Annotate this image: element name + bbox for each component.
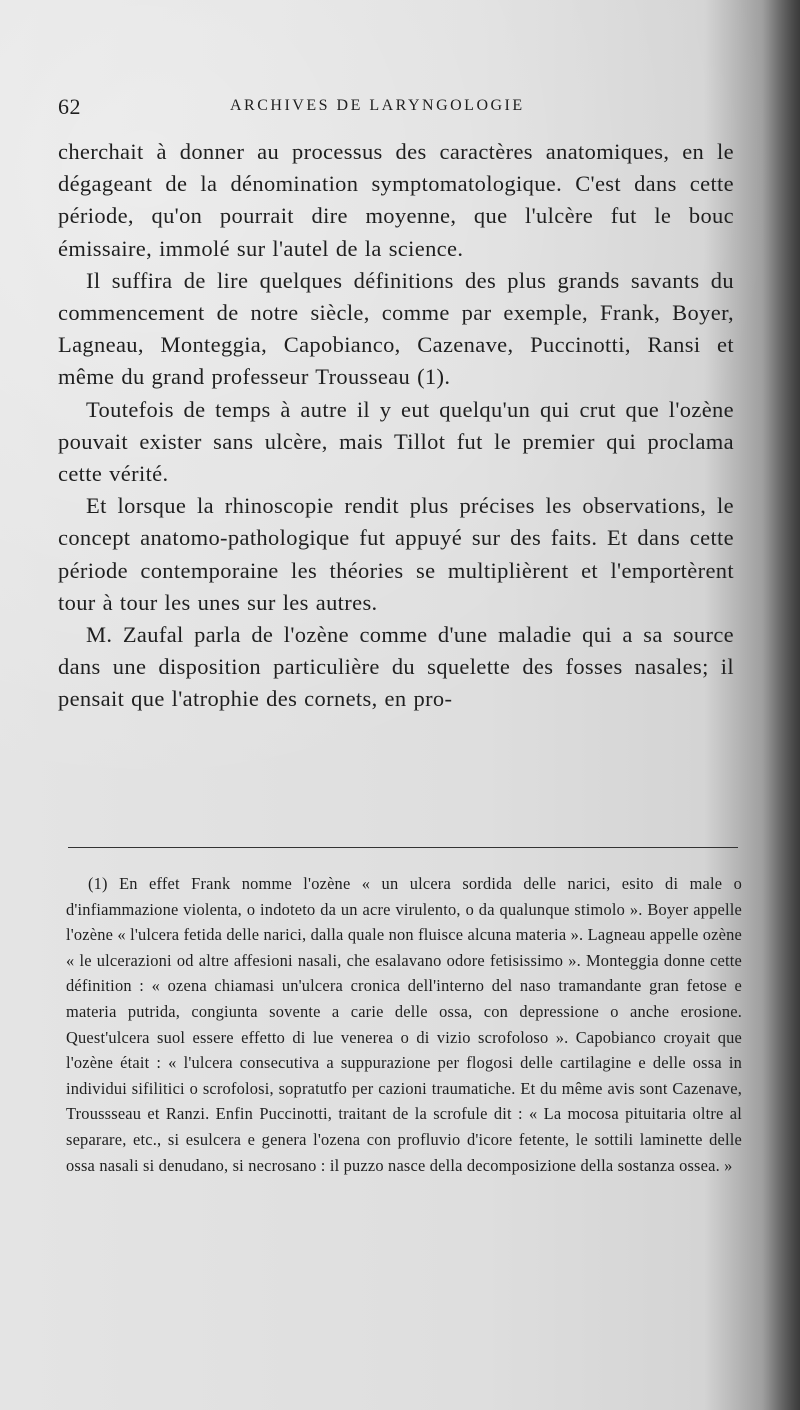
paragraph: Il suffira de lire quelques définitions des plus grands savants du commencement de notre siècle, comme par exemple, Frank, Boyer, Lagneau, Monteggia, Capobianco, Cazenave, Puccinotti, Ransi et même du grand professeur Trousseau (1).	[58, 267, 734, 390]
paragraph: cherchait à donner au processus des caractères anatomiques, en le dégageant de la dénomination symptomatologique. C'est dans cette période, qu'on pourrait dire moyenne, que l'ulcère fut le bouc émissaire, immolé sur l'autel de la science.	[58, 139, 734, 261]
footnote	[66, 871, 742, 1178]
paragraph: M. Zaufal parla de l'ozène comme d'une maladie qui a sa source dans une disposition particulière du squelette des fosses nasales; il pensait que l'atrophie des cornets, en pro-	[58, 622, 734, 712]
footnote-text: (1) En effet Frank nomme l'ozène « un ulcera sordida delle narici, esito di male o d'infiammazione violenta, o indoteto da un acre virulento, o da qualunque stimolo ». Boyer appelle l'ozène « l'ulcera fetida delle narici, dalla quale non fluisce alcuna materia ». Lagneau appelle ozène « le ulcerazioni od altre affesioni nasali, che esalavano odore fetisissimo ». Monteggia donne cette définition : « ozena chiamasi un'ulcera cronica dell'interno del naso tramandante gran fetose e materia putrida, congiunta sovente a carie delle ossa, con depressione o anche erosione. Quest'ulcera suol essere effetto di lue venerea o di vizio scrofoloso ». Capobianco croyait que l'ozène était : « l'ulcera consecutiva a suppurazione per flogosi delle cartilagine e delle ossa in individui sifilitici o scrofolosi, sopratutfo per cazioni traumatiche. Et du même avis sont Cazenave, Troussseau et Ranzi. Enfin Puccinotti, traitant de la scrofule dit : « La mocosa pituitaria oltre al separare, etc., si esulcera e genera l'ozena con profluvio d'icore fetente, le sottili laminette delle ossa nasali si denudano, si necrosano : il puzzo nasce della decomposizione della sostanza ossea. »	[66, 874, 742, 1175]
main-text	[58, 136, 734, 716]
page-number: 62	[58, 94, 81, 119]
footnote-divider	[68, 847, 738, 848]
page-edge-shadow	[762, 0, 800, 1410]
paragraph: Et lorsque la rhinoscopie rendit plus précises les observations, le concept anatomo-pathologique fut appuyé sur des faits. Et dans cette période contemporaine les théories se multiplièrent et l'emportèrent tour à tour les unes sur les autres.	[58, 493, 734, 615]
page-header	[58, 94, 738, 124]
running-title: ARCHIVES DE LARYNGOLOGIE	[230, 97, 525, 114]
paragraph: Toutefois de temps à autre il y eut quelqu'un qui crut que l'ozène pouvait exister sans ulcère, mais Tillot fut le premier qui proclama cette vérité.	[58, 396, 734, 487]
